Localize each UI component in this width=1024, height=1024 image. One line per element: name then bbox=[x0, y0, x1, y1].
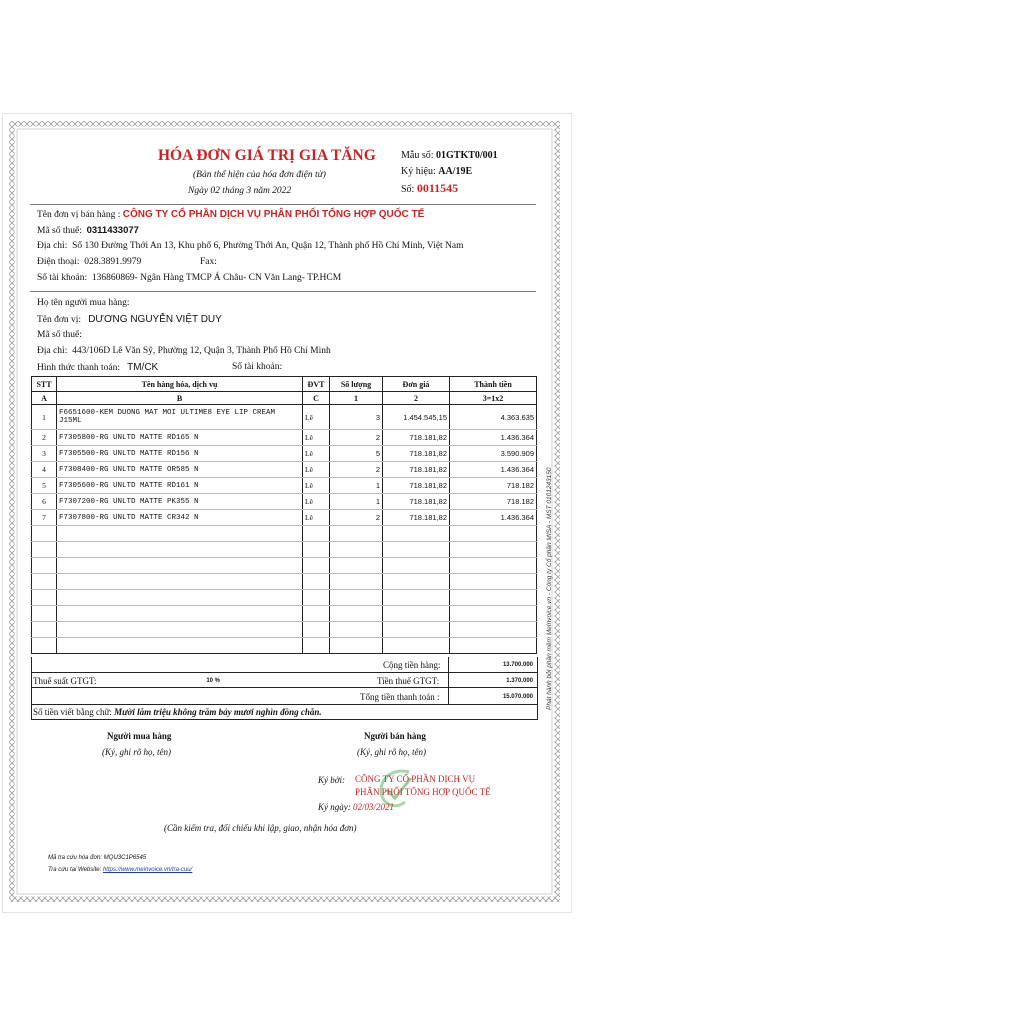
row-price: 718.181,82 bbox=[383, 462, 450, 478]
letter-cell: 1 bbox=[330, 392, 383, 405]
row-amount: 4.363.635 bbox=[450, 405, 537, 430]
blank-row bbox=[32, 526, 537, 542]
template-number bbox=[401, 150, 498, 161]
row-amount: 718.182 bbox=[450, 478, 537, 494]
header-unit: ĐVT bbox=[303, 377, 330, 392]
signed-date-value: 02/03/2021 bbox=[353, 802, 395, 812]
words-value: Mười lăm triệu không trăm bảy mươi nghìn đồng chẵn. bbox=[114, 707, 322, 717]
row-price: 1.454.545,15 bbox=[383, 405, 450, 430]
row-qty: 1 bbox=[330, 478, 383, 494]
row-name: F7308400-RG UNLTD MATTE OR585 N bbox=[57, 462, 303, 478]
divider bbox=[30, 291, 536, 292]
total-label: Tổng tiền thanh toán : bbox=[360, 692, 440, 702]
buyer-address-label: Địa chỉ: bbox=[37, 346, 68, 356]
buyer-payment-value: TM/CK bbox=[127, 362, 159, 373]
software-vertical-note: Phát hành bởi phần mềm MeInvoice.vn - Công ty Cổ phần MISA - MST 0101243150 bbox=[546, 467, 553, 710]
lookup-site-label: Tra cứu tại Website: bbox=[48, 867, 102, 873]
row-unit: Lê bbox=[303, 405, 330, 430]
buyer-unit-row bbox=[37, 314, 222, 325]
blank-row bbox=[32, 574, 537, 590]
row-stt: 1 bbox=[32, 405, 57, 430]
signed-date-label: Ký ngày: bbox=[318, 802, 351, 812]
blank-row bbox=[32, 638, 537, 654]
symbol-label: Ký hiệu: bbox=[401, 166, 436, 177]
buyer-label: Họ tên người mua hàng: bbox=[37, 298, 130, 308]
table-row bbox=[32, 478, 537, 494]
row-unit: Lê bbox=[303, 462, 330, 478]
row-stt: 7 bbox=[32, 510, 57, 526]
letter-cell: 3=1x2 bbox=[450, 392, 537, 405]
row-qty: 1 bbox=[330, 494, 383, 510]
invoice-subtitle: (Bản thể hiện của hóa đơn điện tử) bbox=[193, 170, 326, 180]
row-amount: 1.436.364 bbox=[450, 462, 537, 478]
row-qty: 2 bbox=[330, 462, 383, 478]
table-row bbox=[32, 510, 537, 526]
row-name: F7305500-RG UNLTD MATTE RD156 N bbox=[57, 446, 303, 462]
buyer-signature-note: (Ký, ghi rõ họ, tên) bbox=[102, 747, 171, 757]
lookup-site-link[interactable]: https://www.meinvoice.vn/tra-cuu/ bbox=[102, 867, 193, 873]
signed-by-label: Ký bởi: bbox=[318, 775, 346, 785]
buyer-account-label: Số tài khoản: bbox=[232, 362, 283, 372]
row-price: 718.181,82 bbox=[383, 446, 450, 462]
table-header-row bbox=[32, 377, 537, 392]
amount-in-words bbox=[33, 707, 322, 717]
seller-account-label: Số tài khoản: bbox=[37, 273, 88, 283]
seller-address-value: Số 130 Đường Thới An 13, Khu phố 6, Phường Thới An, Quận 12, Thành phố Hồ Chí Minh, Việt Nam bbox=[72, 241, 464, 251]
invoice-number bbox=[401, 181, 458, 196]
buyer-unit-label: Tên đơn vị: bbox=[37, 315, 82, 325]
row-price: 718.181,82 bbox=[383, 510, 450, 526]
table-row bbox=[32, 494, 537, 510]
items-table bbox=[31, 376, 537, 654]
seller-tax-row bbox=[37, 225, 139, 236]
seller-address-label: Địa chỉ: bbox=[37, 241, 68, 251]
row-qty: 5 bbox=[330, 446, 383, 462]
row-qty: 3 bbox=[330, 405, 383, 430]
buyer-address-value: 443/106D Lê Văn Sỹ, Phường 12, Quận 3, Thành Phố Hồ Chí Minh bbox=[72, 346, 331, 356]
symbol-value: AA/19E bbox=[438, 166, 473, 177]
table-row bbox=[32, 462, 537, 478]
vat-rate-value: 10 % bbox=[206, 678, 220, 684]
row-stt: 2 bbox=[32, 430, 57, 446]
buyer-payment-label: Hình thức thanh toán: bbox=[37, 363, 120, 373]
blank-row bbox=[32, 606, 537, 622]
row-name: F6651600-KEM DUONG MAT MOI ULTIME8 EYE LIP CREAM J15ML bbox=[57, 405, 303, 430]
row-qty: 2 bbox=[330, 510, 383, 526]
blank-row bbox=[32, 558, 537, 574]
row-unit: Lê bbox=[303, 510, 330, 526]
vat-value: 1.370.000 bbox=[506, 678, 533, 684]
row-amount: 3.590.909 bbox=[450, 446, 537, 462]
seller-signature-note: (Ký, ghi rõ họ, tên) bbox=[357, 747, 426, 757]
seller-phone-label: Điện thoại: bbox=[37, 257, 80, 267]
table-row bbox=[32, 405, 537, 430]
row-unit: Lê bbox=[303, 430, 330, 446]
blank-row bbox=[32, 590, 537, 606]
invoice-symbol bbox=[401, 166, 472, 177]
row-qty: 2 bbox=[330, 430, 383, 446]
total-value: 15.070.000 bbox=[502, 694, 533, 700]
row-name: F7307800-RG UNLTD MATTE CR342 N bbox=[57, 510, 303, 526]
row-price: 718.181,82 bbox=[383, 478, 450, 494]
invoice-title: HÓA ĐƠN GIÁ TRỊ GIA TĂNG bbox=[158, 147, 376, 164]
row-amount: 718.182 bbox=[450, 494, 537, 510]
buyer-signature-title: Người mua hàng bbox=[107, 731, 172, 741]
seller-name: CÔNG TY CỔ PHẦN DỊCH VỤ PHÂN PHỐI TỔNG HỢP QUỐC TẾ bbox=[122, 209, 425, 220]
divider bbox=[30, 204, 536, 205]
blank-row bbox=[32, 622, 537, 638]
lookup-site-row bbox=[48, 867, 192, 873]
buyer-tax-label: Mã số thuế: bbox=[37, 330, 82, 340]
seller-address-row bbox=[37, 241, 464, 251]
row-unit: Lê bbox=[303, 446, 330, 462]
lookup-code-row bbox=[48, 855, 146, 861]
buyer-unit-value: DƯƠNG NGUYỄN VIỆT DUY bbox=[88, 314, 222, 325]
letter-cell: C bbox=[303, 392, 330, 405]
table-row bbox=[32, 446, 537, 462]
letter-cell: A bbox=[32, 392, 57, 405]
row-unit: Lê bbox=[303, 478, 330, 494]
subtotal-label: Cộng tiền hàng: bbox=[383, 660, 441, 670]
letter-cell: B bbox=[57, 392, 303, 405]
seller-signature-title: Người bán hàng bbox=[364, 731, 426, 741]
row-name: F7307200-RG UNLTD MATTE PK355 N bbox=[57, 494, 303, 510]
row-amount: 1.436.364 bbox=[450, 430, 537, 446]
signed-by-line2: PHÂN PHỐI TỔNG HỢP QUỐC TẾ bbox=[355, 787, 491, 797]
number-label: Số: bbox=[401, 184, 415, 195]
lookup-code-label: Mã tra cứu hóa đơn: bbox=[48, 855, 103, 861]
blank-row bbox=[32, 542, 537, 558]
seller-name-label: Tên đơn vị bán hàng : bbox=[37, 210, 121, 220]
invoice-date: Ngày 02 tháng 3 năm 2022 bbox=[188, 186, 292, 196]
header-stt: STT bbox=[32, 377, 57, 392]
subtotal-value: 13.700.000 bbox=[502, 662, 533, 668]
vat-rate-label: Thuế suất GTGT: bbox=[33, 676, 97, 686]
number-value: 0011545 bbox=[416, 181, 459, 195]
template-value: 01GTKT0/001 bbox=[436, 150, 498, 161]
seller-phone-value: 028.3891.9979 bbox=[84, 257, 142, 267]
row-name: F7305800-RG UNLTD MATTE RD165 N bbox=[57, 430, 303, 446]
row-stt: 4 bbox=[32, 462, 57, 478]
row-name: F7305600-RG UNLTD MATTE RD161 N bbox=[57, 478, 303, 494]
words-label: Số tiền viết bằng chữ: bbox=[33, 707, 112, 717]
seller-fax-label: Fax: bbox=[200, 257, 217, 267]
row-price: 718.181,82 bbox=[383, 430, 450, 446]
seller-tax-value: 0311433077 bbox=[86, 225, 139, 236]
header-qty: Số lượng bbox=[330, 377, 383, 392]
seller-tax-label: Mã số thuế: bbox=[37, 226, 82, 236]
vat-label: Tiền thuế GTGT: bbox=[377, 676, 440, 686]
header-name: Tên hàng hóa, dịch vụ bbox=[57, 377, 303, 392]
buyer-payment-row bbox=[37, 362, 158, 373]
letter-cell: 2 bbox=[383, 392, 450, 405]
seller-phone-row bbox=[37, 257, 141, 267]
row-stt: 6 bbox=[32, 494, 57, 510]
row-stt: 3 bbox=[32, 446, 57, 462]
seller-account-value: 136860869- Ngân Hàng TMCP Á Châu- CN Văn Lang- TP.HCM bbox=[91, 273, 342, 283]
row-stt: 5 bbox=[32, 478, 57, 494]
check-note: (Cần kiểm tra, đối chiếu khi lập, giao, nhận hóa đơn) bbox=[164, 823, 357, 833]
buyer-address-row bbox=[37, 346, 331, 356]
row-unit: Lê bbox=[303, 494, 330, 510]
table-row bbox=[32, 430, 537, 446]
signed-by-line1: CÔNG TY CỔ PHẦN DỊCH VỤ bbox=[355, 774, 476, 784]
header-amount: Thành tiền bbox=[450, 377, 537, 392]
lookup-code-value: MQU3C1P6545 bbox=[103, 855, 147, 861]
table-letter-row bbox=[32, 392, 537, 405]
row-price: 718.181,82 bbox=[383, 494, 450, 510]
signed-date-row bbox=[318, 802, 394, 812]
row-amount: 1.436.364 bbox=[450, 510, 537, 526]
template-label: Mẫu số: bbox=[401, 150, 434, 161]
header-price: Đơn giá bbox=[383, 377, 450, 392]
seller-account-row bbox=[37, 273, 341, 283]
seller-name-row bbox=[37, 209, 424, 220]
